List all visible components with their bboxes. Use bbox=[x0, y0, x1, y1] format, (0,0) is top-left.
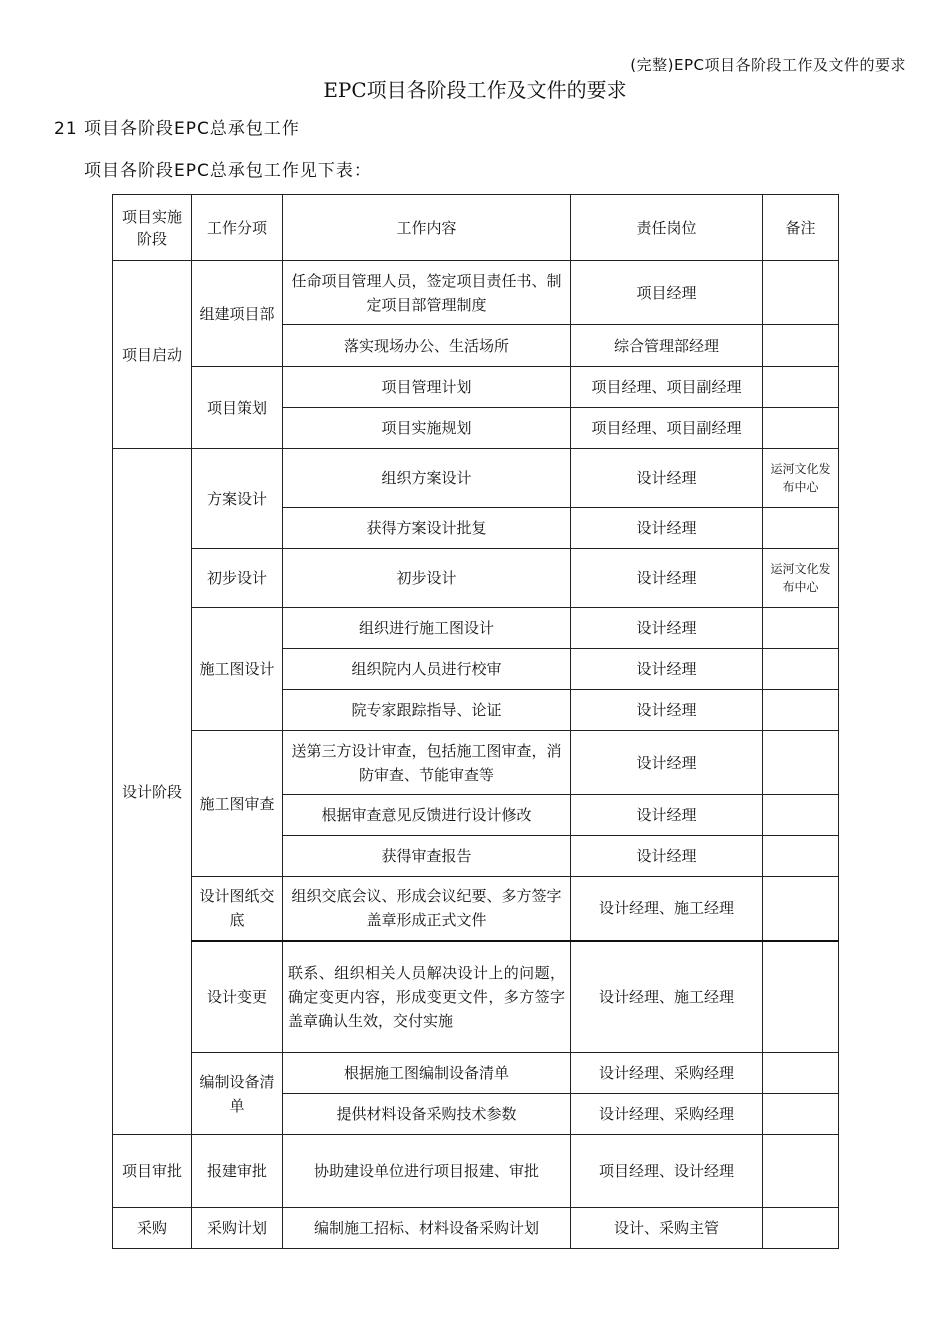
document-title: EPC项目各阶段工作及文件的要求 bbox=[323, 78, 627, 102]
responsible-cell: 设计、采购主管 bbox=[571, 1208, 763, 1249]
remark-cell bbox=[763, 367, 839, 408]
header-category: 工作分项 bbox=[192, 195, 283, 261]
content-cell: 编制施工招标、材料设备采购计划 bbox=[283, 1208, 571, 1249]
intro-paragraph: 项目各阶段EPC总承包工作见下表： bbox=[84, 161, 372, 181]
header-responsible: 责任岗位 bbox=[571, 195, 763, 261]
category-cell: 组建项目部 bbox=[192, 261, 283, 367]
remark-cell: 运河文化发布中心 bbox=[763, 549, 839, 608]
remark-cell bbox=[763, 608, 839, 649]
stage-cell: 项目审批 bbox=[113, 1135, 192, 1208]
responsible-cell: 设计经理 bbox=[571, 549, 763, 608]
remark-cell bbox=[763, 1208, 839, 1249]
table-row bbox=[113, 1208, 839, 1249]
content-cell: 任命项目管理人员，签定项目责任书、制定项目部管理制度 bbox=[283, 261, 571, 325]
stage-cell: 采购 bbox=[113, 1208, 192, 1249]
table-row bbox=[113, 731, 839, 795]
table-row bbox=[113, 367, 839, 408]
content-cell: 根据施工图编制设备清单 bbox=[283, 1053, 571, 1094]
table-row bbox=[113, 261, 839, 325]
content-cell: 项目实施规划 bbox=[283, 408, 571, 449]
category-cell: 设计图纸交底 bbox=[192, 877, 283, 941]
remark-cell bbox=[763, 508, 839, 549]
category-cell: 方案设计 bbox=[192, 449, 283, 549]
category-cell: 施工图审查 bbox=[192, 731, 283, 877]
table-header-row bbox=[113, 195, 839, 261]
category-cell: 设计变更 bbox=[192, 941, 283, 1053]
responsible-cell: 设计经理 bbox=[571, 608, 763, 649]
table-row bbox=[113, 608, 839, 649]
table-row bbox=[113, 941, 839, 1053]
responsible-cell: 项目经理、项目副经理 bbox=[571, 408, 763, 449]
responsible-cell: 设计经理 bbox=[571, 795, 763, 836]
category-cell: 施工图设计 bbox=[192, 608, 283, 731]
table-row bbox=[113, 449, 839, 508]
remark-cell bbox=[763, 1053, 839, 1094]
responsible-cell: 设计经理、采购经理 bbox=[571, 1094, 763, 1135]
remark-cell bbox=[763, 649, 839, 690]
remark-cell bbox=[763, 1094, 839, 1135]
category-cell: 报建审批 bbox=[192, 1135, 283, 1208]
section-heading: 21 项目各阶段EPC总承包工作 bbox=[54, 119, 300, 139]
table-row bbox=[113, 877, 839, 941]
responsible-cell: 项目经理、设计经理 bbox=[571, 1135, 763, 1208]
content-cell: 初步设计 bbox=[283, 549, 571, 608]
stage-cell: 项目启动 bbox=[113, 261, 192, 449]
header-content: 工作内容 bbox=[283, 195, 571, 261]
content-cell: 获得审查报告 bbox=[283, 836, 571, 877]
responsible-cell: 设计经理、采购经理 bbox=[571, 1053, 763, 1094]
remark-cell bbox=[763, 325, 839, 367]
table-row bbox=[113, 1135, 839, 1208]
responsible-cell: 设计经理 bbox=[571, 449, 763, 508]
responsible-cell: 设计经理 bbox=[571, 649, 763, 690]
responsible-cell: 项目经理 bbox=[571, 261, 763, 325]
remark-cell: 运河文化发布中心 bbox=[763, 449, 839, 508]
content-cell: 协助建设单位进行项目报建、审批 bbox=[283, 1135, 571, 1208]
content-cell: 组织交底会议、形成会议纪要、多方签字盖章形成正式文件 bbox=[283, 877, 571, 941]
category-cell: 项目策划 bbox=[192, 367, 283, 449]
table-row bbox=[113, 549, 839, 608]
content-cell: 提供材料设备采购技术参数 bbox=[283, 1094, 571, 1135]
remark-cell bbox=[763, 877, 839, 941]
remark-cell bbox=[763, 1135, 839, 1208]
header-stage: 项目实施阶段 bbox=[113, 195, 192, 261]
content-cell: 根据审查意见反馈进行设计修改 bbox=[283, 795, 571, 836]
content-cell: 组织方案设计 bbox=[283, 449, 571, 508]
header-remark: 备注 bbox=[763, 195, 839, 261]
running-header: (完整)EPC项目各阶段工作及文件的要求 bbox=[630, 56, 906, 74]
responsible-cell: 设计经理 bbox=[571, 690, 763, 731]
responsible-cell: 综合管理部经理 bbox=[571, 325, 763, 367]
table-row bbox=[113, 1053, 839, 1094]
remark-cell bbox=[763, 836, 839, 877]
content-cell: 院专家跟踪指导、论证 bbox=[283, 690, 571, 731]
content-cell: 落实现场办公、生活场所 bbox=[283, 325, 571, 367]
remark-cell bbox=[763, 941, 839, 1053]
category-cell: 编制设备清单 bbox=[192, 1053, 283, 1135]
responsible-cell: 项目经理、项目副经理 bbox=[571, 367, 763, 408]
remark-cell bbox=[763, 261, 839, 325]
responsible-cell: 设计经理 bbox=[571, 508, 763, 549]
category-cell: 采购计划 bbox=[192, 1208, 283, 1249]
content-cell: 项目管理计划 bbox=[283, 367, 571, 408]
responsible-cell: 设计经理 bbox=[571, 731, 763, 795]
content-cell: 联系、组织相关人员解决设计上的问题，确定变更内容，形成变更文件，多方签字盖章确认生效，交付实施 bbox=[283, 941, 571, 1053]
epc-work-table bbox=[112, 194, 839, 1249]
remark-cell bbox=[763, 795, 839, 836]
responsible-cell: 设计经理 bbox=[571, 836, 763, 877]
responsible-cell: 设计经理、施工经理 bbox=[571, 877, 763, 941]
remark-cell bbox=[763, 690, 839, 731]
category-cell: 初步设计 bbox=[192, 549, 283, 608]
responsible-cell: 设计经理、施工经理 bbox=[571, 941, 763, 1053]
stage-cell: 设计阶段 bbox=[113, 449, 192, 1135]
content-cell: 组织院内人员进行校审 bbox=[283, 649, 571, 690]
content-cell: 组织进行施工图设计 bbox=[283, 608, 571, 649]
remark-cell bbox=[763, 731, 839, 795]
content-cell: 获得方案设计批复 bbox=[283, 508, 571, 549]
remark-cell bbox=[763, 408, 839, 449]
content-cell: 送第三方设计审查，包括施工图审查，消防审查、节能审查等 bbox=[283, 731, 571, 795]
